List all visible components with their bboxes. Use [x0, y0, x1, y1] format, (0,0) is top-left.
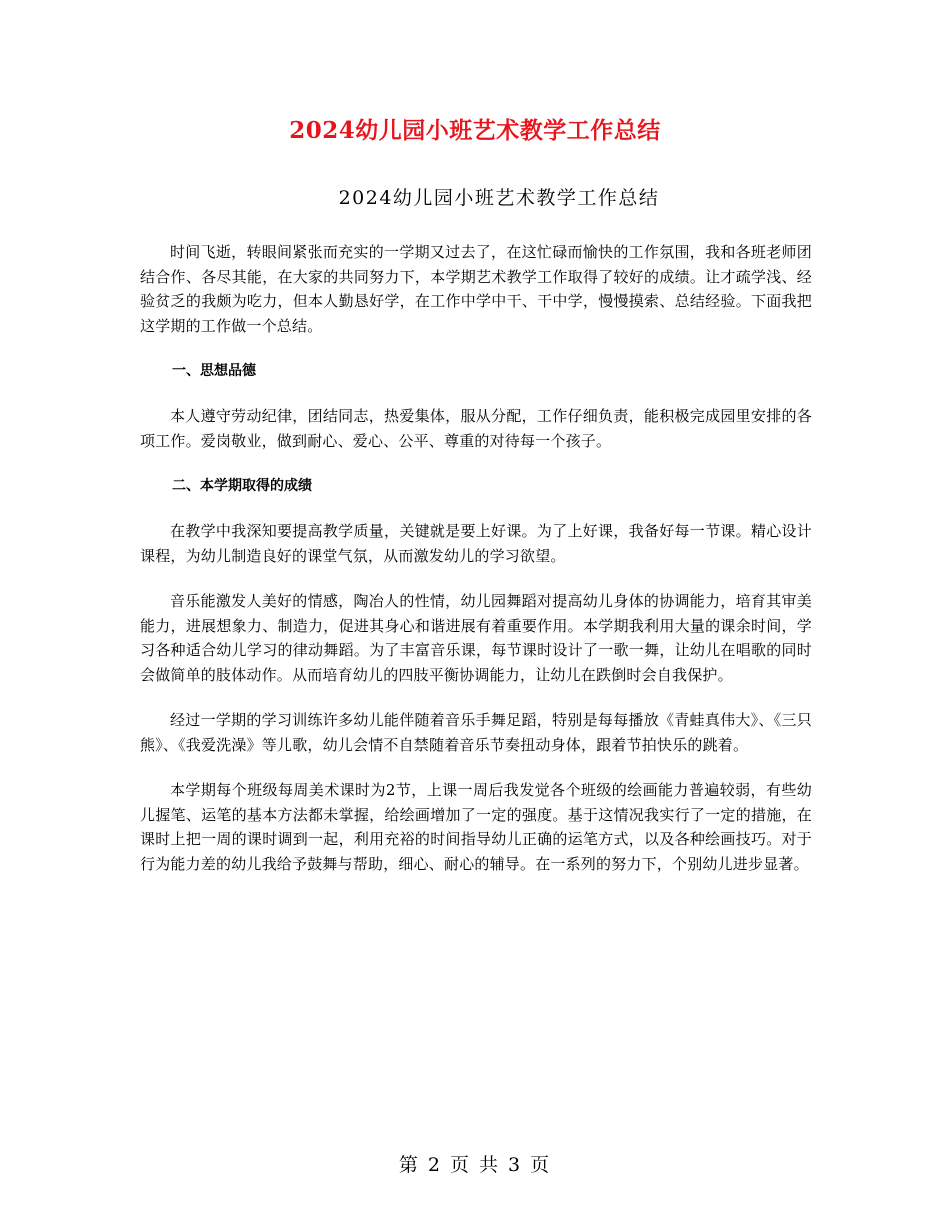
- document-subtitle: 2024幼儿园小班艺术教学工作总结: [338, 187, 660, 209]
- section-heading-morality: 一、思想品德: [172, 363, 256, 379]
- morality-paragraph: 本人遵守劳动纪律，团结同志，热爱集体，服从分配，工作仔细负责，能积极完成园里安排的各项工作。爱岗敬业，做到耐心、爱心、公平、尊重的对待每一个孩子。: [140, 407, 812, 450]
- document-title: 2024幼儿园小班艺术教学工作总结: [289, 117, 661, 144]
- intro-paragraph: 时间飞逝，转眼间紧张而充实的一学期又过去了，在这忙碌而愉快的工作氛围，我和各班老师团结合作、各尽其能，在大家的共同努力下，本学期艺术教学工作取得了较好的成绩。让才疏学浅、经验贫乏的我颇为吃力，但本人勤恳好学，在工作中学中干、干中学，慢慢摸索、总结经验。下面我把这学期的工作做一个总结。: [140, 243, 812, 335]
- page-number-footer: 第 2 页 共 3 页: [398, 1154, 552, 1176]
- teaching-paragraph: 在教学中我深知要提高教学质量，关键就是要上好课。为了上好课，我备好每一节课。精心设计课程，为幼儿制造良好的课堂气氛，从而激发幼儿的学习欲望。: [140, 522, 812, 565]
- music-paragraph: 音乐能激发人美好的情感，陶冶人的性情，幼儿园舞蹈对提高幼儿身体的协调能力，培育其审美能力，进展想象力、制造力，促进其身心和谐进展有着重要作用。本学期我利用大量的课余时间，学习各种适合幼儿学习的律动舞蹈。为了丰富音乐课，每节课时设计了一歌一舞，让幼儿在唱歌的同时会做简单的肢体动作。从而培育幼儿的四肢平衡协调能力，让幼儿在跌倒时会自我保护。: [140, 592, 812, 684]
- art-paragraph: 本学期每个班级每周美术课时为2节，上课一周后我发觉各个班级的绘画能力普遍较弱，有些幼儿握笔、运笔的基本方法都未掌握，给绘画增加了一定的强度。基于这情况我实行了一定的措施，在课时上把一周的课时调到一起，利用充裕的时间指导幼儿正确的运笔方式，以及各种绘画技巧。对于行为能力差的幼儿我给予鼓舞与帮助，细心、耐心的辅导。在一系列的努力下，个别幼儿进步显著。: [140, 781, 812, 873]
- section-heading-achievements: 二、本学期取得的成绩: [172, 478, 312, 494]
- dance-paragraph: 经过一学期的学习训练许多幼儿能伴随着音乐手舞足蹈，特别是每每播放《青蛙真伟大》、《三只熊》、《我爱洗澡》等儿歌，幼儿会情不自禁随着音乐节奏扭动身体，跟着节拍快乐的跳着。: [140, 711, 812, 754]
- document-body: [140, 240, 812, 897]
